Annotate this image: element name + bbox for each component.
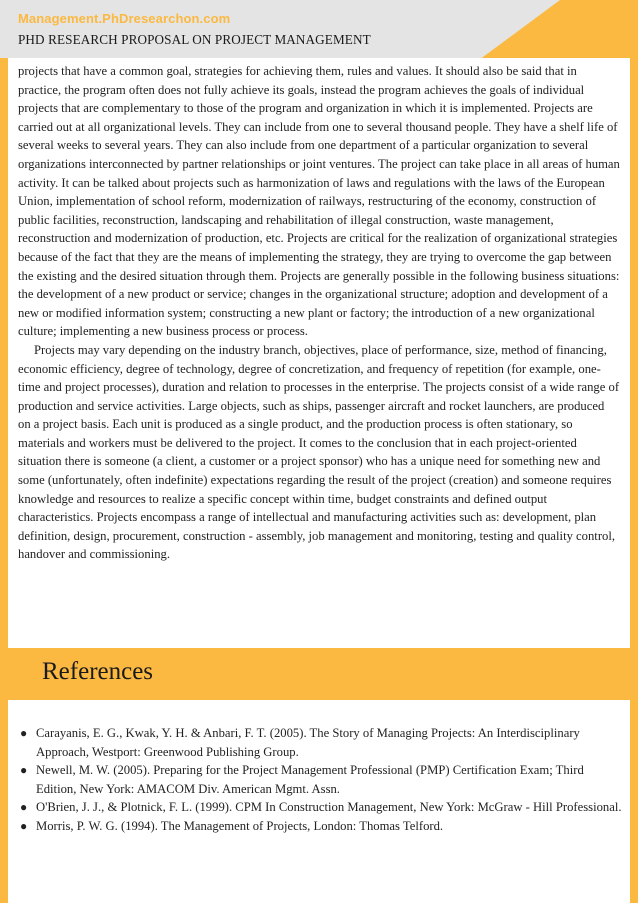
bullet-icon: ● [20,763,28,778]
header-banner [0,0,560,58]
bullet-icon: ● [20,800,28,815]
site-name: Management.PhDresearchon.com [18,11,231,26]
reference-text: Morris, P. W. G. (1994). The Management of Projects, London: Thomas Telford. [36,818,444,833]
reference-text: O'Brien, J. J., & Plotnick, F. L. (1999). CPM In Construction Management, New York: McGraw - Hill Professional. [36,800,622,815]
body-text [18,62,620,564]
body-paragraph-1: projects that have a common goal, strategies for achieving them, rules and values. It should also be said that in practice, the program often does not fully achieve its goals, instead the program achieves the goals of individual projects that are complementary to those of the program and organization in which it is implemented. Projects are carried out at all organizational levels. They can include from one to several thousand people. They have a shelf life of several weeks to several years. They can also include from one department of a particular organization to several organizations interconnected by partner relationships or joint ventures. The project can take place in all areas of human activity. It can be talked about projects such as harmonization of laws and regulations with the laws of the European Union, implementation of school reform, modernization of railways, restructuring of the economy, construction of public facilities, reconstruction, landscaping and rehabilitation of illegal construction, waste management, reconstruction and modernization of production, etc. Projects are critical for the realization of organizational strategies because of the fact that they are the means of implementing the strategy, they are trying to overcome the gap between the existing and the desired situation through them. Projects are generally possible in the following business situations: the development of a new product or service; changes in the organizational structure; adoption and development of a new or modified information system; constructing a new plant or factory; the introduction of a new organizational culture; implementing a new business process or process. [18,64,620,339]
reference-item [18,798,622,817]
references-heading: References [42,658,154,685]
reference-item [18,761,622,798]
reference-text: Newell, M. W. (2005). Preparing for the Project Management Professional (PMP) Certification Exam; Third Edition, New York: AMACOM Div. American Mgmt. Assn. [36,763,584,796]
references-list [18,724,622,836]
reference-text: Carayanis, E. G., Kwak, Y. H. & Anbari, F. T. (2005). The Story of Managing Projects: An Interdisciplinary Approach, Westport: Greenwood Publishing Group. [36,726,580,759]
document-title: PHD RESEARCH PROPOSAL ON PROJECT MANAGEMENT [18,32,371,47]
reference-item [18,724,622,761]
reference-item [18,817,622,836]
bullet-icon: ● [20,726,28,740]
bullet-icon: ● [20,818,28,833]
body-paragraph-2: Projects may vary depending on the industry branch, objectives, place of performance, size, method of financing, economic efficiency, degree of technology, degree of concretization, and frequency of repetition (for example, one-time and project processes), duration and relation to processes in the enterprise. The projects consist of a wide range of production and service activities. Large objects, such as ships, passenger aircraft and rocket launchers, are produced on a project basis. Each unit is produced as a single product, and the production process is often stationary, so materials and workers must be delivered to the project. It comes to the conclusion that in each project-oriented situation there is someone (a client, a customer or a project sponsor) who has a unique need for something new and some (unfortunately, often indefinite) expectations regarding the result of the project (creation) and someone requires knowledge and resources to realize a specific concept within time, budget constraints and defined output characteristics. Projects encompass a range of intellectual and manufacturing activities such as: development, plan definition, design, procurement, construction - assembly, job management and monitoring, testing and quality control, handover and commissioning. [18,342,620,562]
